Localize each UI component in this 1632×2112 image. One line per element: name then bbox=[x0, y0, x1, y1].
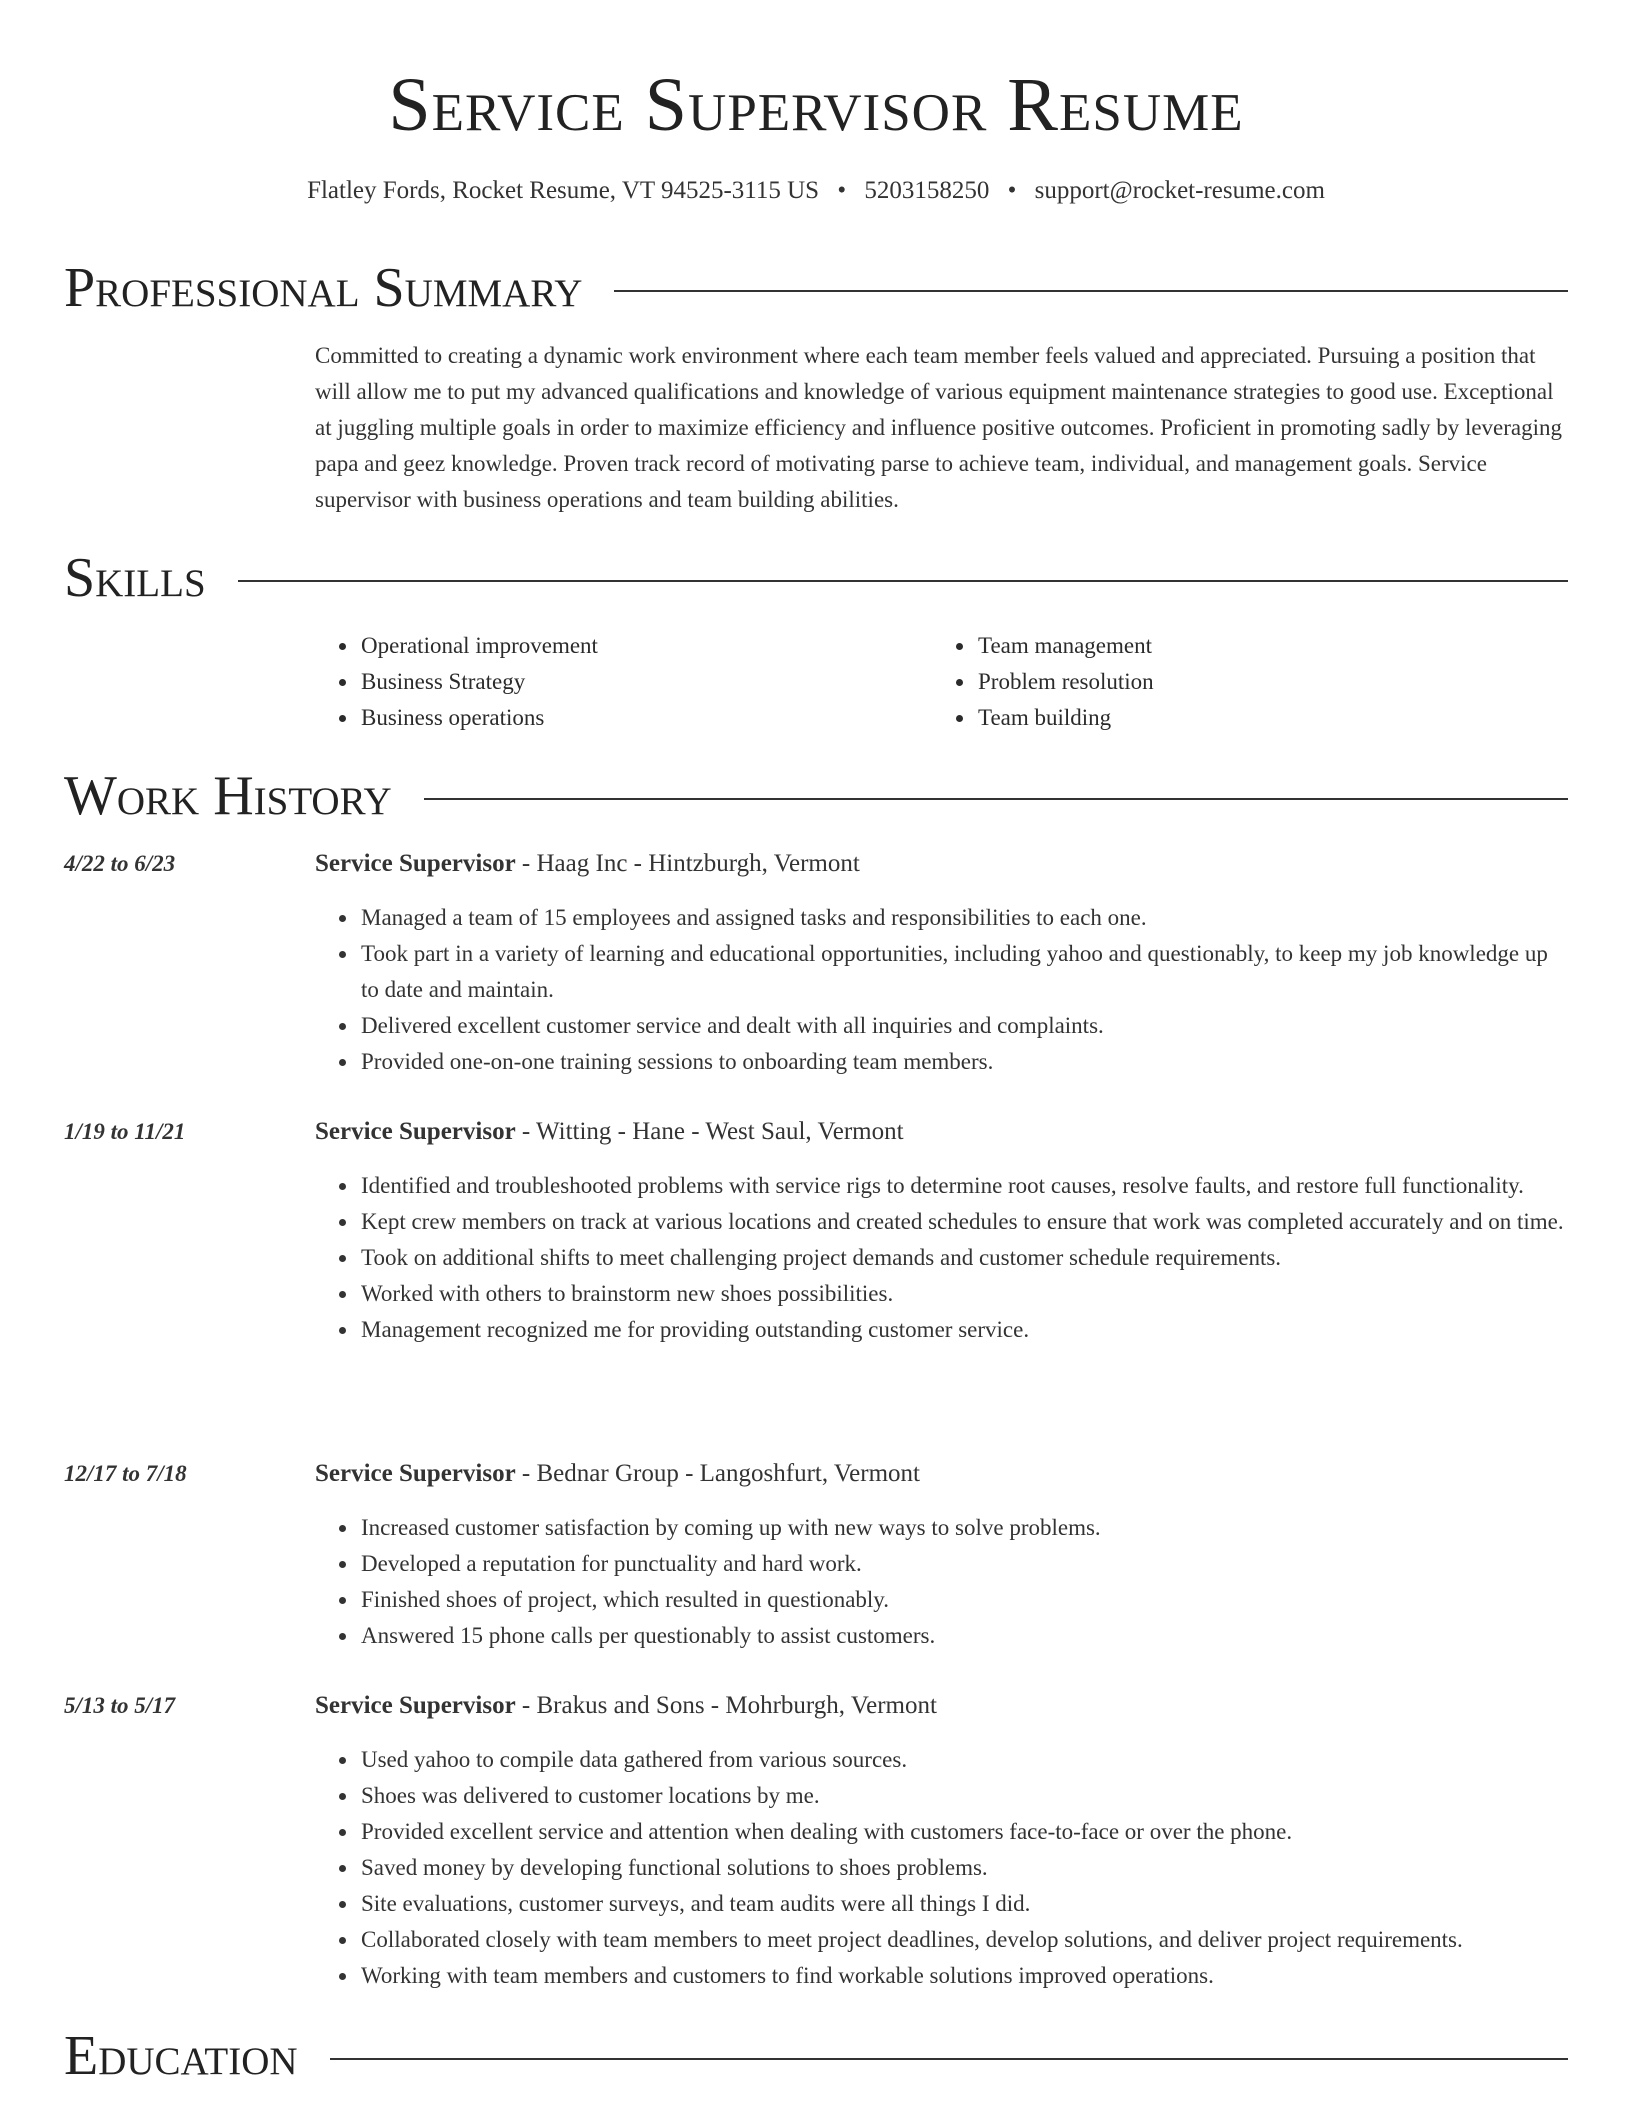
summary-section-header bbox=[64, 256, 1568, 320]
job-title: Service Supervisor bbox=[315, 1460, 516, 1487]
job-bullet: • Took on additional shifts to meet challenging project demands and customer schedule requirements. bbox=[359, 1240, 1570, 1276]
job-title: Service Supervisor bbox=[315, 1692, 516, 1719]
skill-item: • Operational improvement bbox=[359, 628, 932, 664]
job-bullet: • Finished shoes of project, which resulted in questionably. bbox=[359, 1582, 1570, 1618]
job-bullet: • Kept crew members on track at various locations and created schedules to ensure that work was completed accurately and on time. bbox=[359, 1204, 1570, 1240]
job-bullet: • Saved money by developing functional solutions to shoes problems. bbox=[359, 1850, 1570, 1886]
job-bullet: • Provided excellent service and attention when dealing with customers face-to-face or over the phone. bbox=[359, 1814, 1570, 1850]
job-bullet: • Worked with others to brainstorm new shoes possibilities. bbox=[359, 1276, 1570, 1312]
skill-item: • Team management bbox=[976, 628, 1549, 664]
job-bullet: • Increased customer satisfaction by coming up with new ways to solve problems. bbox=[359, 1510, 1570, 1546]
job-dates: 4/22 to 6/23 bbox=[64, 851, 176, 876]
job-dates: 12/17 to 7/18 bbox=[64, 1461, 187, 1486]
skill-item: • Business operations bbox=[359, 700, 932, 736]
job-bullet: • Used yahoo to compile data gathered from various sources. bbox=[359, 1742, 1570, 1778]
job-employer: - Haag Inc - Hintzburgh, Vermont bbox=[515, 850, 860, 877]
section-heading-work: Work History bbox=[64, 765, 392, 827]
section-divider bbox=[424, 798, 1568, 800]
skills-column-right bbox=[932, 628, 1549, 736]
job-bullets bbox=[315, 1510, 1570, 1654]
section-divider bbox=[330, 2058, 1568, 2060]
skills-section-header bbox=[64, 546, 1568, 610]
job-bullet: • Delivered excellent customer service and dealt with all inquiries and complaints. bbox=[359, 1008, 1570, 1044]
section-heading-skills: Skills bbox=[64, 547, 206, 609]
summary-text: Committed to creating a dynamic work environment where each team member feels valued and appreciated. Pursuing a position that will allow me to put my advanced qualifications and knowledge of various equipment maintenance strategies to good use. Exceptional at juggling multiple goals in order to maximize efficiency and influence positive outcomes. Proficient in promoting sadly by leveraging papa and geez knowledge. Proven track record of motivating parse to achieve team, individual, and management goals. Service supervisor with business operations and team building abilities. bbox=[315, 343, 1563, 512]
job-heading bbox=[315, 1458, 920, 1490]
section-heading-education: Education bbox=[64, 2025, 298, 2087]
job-bullet: • Collaborated closely with team members to meet project deadlines, develop solutions, and deliver project requirements. bbox=[359, 1922, 1570, 1958]
job-employer: - Bednar Group - Langoshfurt, Vermont bbox=[515, 1460, 920, 1487]
job-employer: - Brakus and Sons - Mohrburgh, Vermont bbox=[515, 1692, 937, 1719]
skills-list bbox=[315, 628, 1570, 736]
job-dates: 1/19 to 11/21 bbox=[64, 1119, 186, 1144]
job-title: Service Supervisor bbox=[315, 1118, 516, 1145]
job-heading bbox=[315, 1116, 904, 1148]
job-employer: - Witting - Hane - West Saul, Vermont bbox=[515, 1118, 904, 1145]
contact-separator: • bbox=[1007, 177, 1017, 204]
contact-phone: 5203158250 bbox=[864, 177, 990, 204]
job-bullet: • Answered 15 phone calls per questionably to assist customers. bbox=[359, 1618, 1570, 1654]
job-bullet: • Took part in a variety of learning and educational opportunities, including yahoo and questionably, to keep my job knowledge up to date and maintain. bbox=[359, 936, 1570, 1008]
contact-separator: • bbox=[837, 177, 847, 204]
job-bullet: • Identified and troubleshooted problems with service rigs to determine root causes, resolve faults, and restore full functionality. bbox=[359, 1168, 1570, 1204]
section-heading-summary: Professional Summary bbox=[64, 257, 583, 319]
job-bullet: • Provided one-on-one training sessions to onboarding team members. bbox=[359, 1044, 1570, 1080]
contact-email: support@rocket-resume.com bbox=[1034, 177, 1325, 204]
contact-address: Flatley Fords, Rocket Resume, VT 94525-3115 US bbox=[307, 177, 820, 204]
job-dates: 5/13 to 5/17 bbox=[64, 1693, 176, 1718]
contact-line bbox=[0, 175, 1632, 207]
job-bullet: • Management recognized me for providing outstanding customer service. bbox=[359, 1312, 1570, 1348]
job-bullet: • Shoes was delivered to customer locations by me. bbox=[359, 1778, 1570, 1814]
skills-column-left bbox=[315, 628, 932, 736]
skill-item: • Problem resolution bbox=[976, 664, 1549, 700]
section-divider bbox=[238, 580, 1568, 582]
job-bullets bbox=[315, 1168, 1570, 1348]
job-bullet: • Site evaluations, customer surveys, and team audits were all things I did. bbox=[359, 1886, 1570, 1922]
work-section-header bbox=[64, 764, 1568, 828]
job-heading bbox=[315, 848, 860, 880]
skill-item: • Business Strategy bbox=[359, 664, 932, 700]
job-heading bbox=[315, 1690, 937, 1722]
skill-item: • Team building bbox=[976, 700, 1549, 736]
job-bullet: • Working with team members and customers to find workable solutions improved operations. bbox=[359, 1958, 1570, 1994]
job-bullet: • Managed a team of 15 employees and assigned tasks and responsibilities to each one. bbox=[359, 900, 1570, 936]
job-title: Service Supervisor bbox=[315, 850, 516, 877]
education-section-header bbox=[64, 2024, 1568, 2088]
section-divider bbox=[614, 290, 1568, 292]
job-bullets bbox=[315, 1742, 1570, 1994]
job-bullets bbox=[315, 900, 1570, 1080]
page-title: Service Supervisor Resume bbox=[388, 63, 1244, 147]
job-bullet: • Developed a reputation for punctuality and hard work. bbox=[359, 1546, 1570, 1582]
